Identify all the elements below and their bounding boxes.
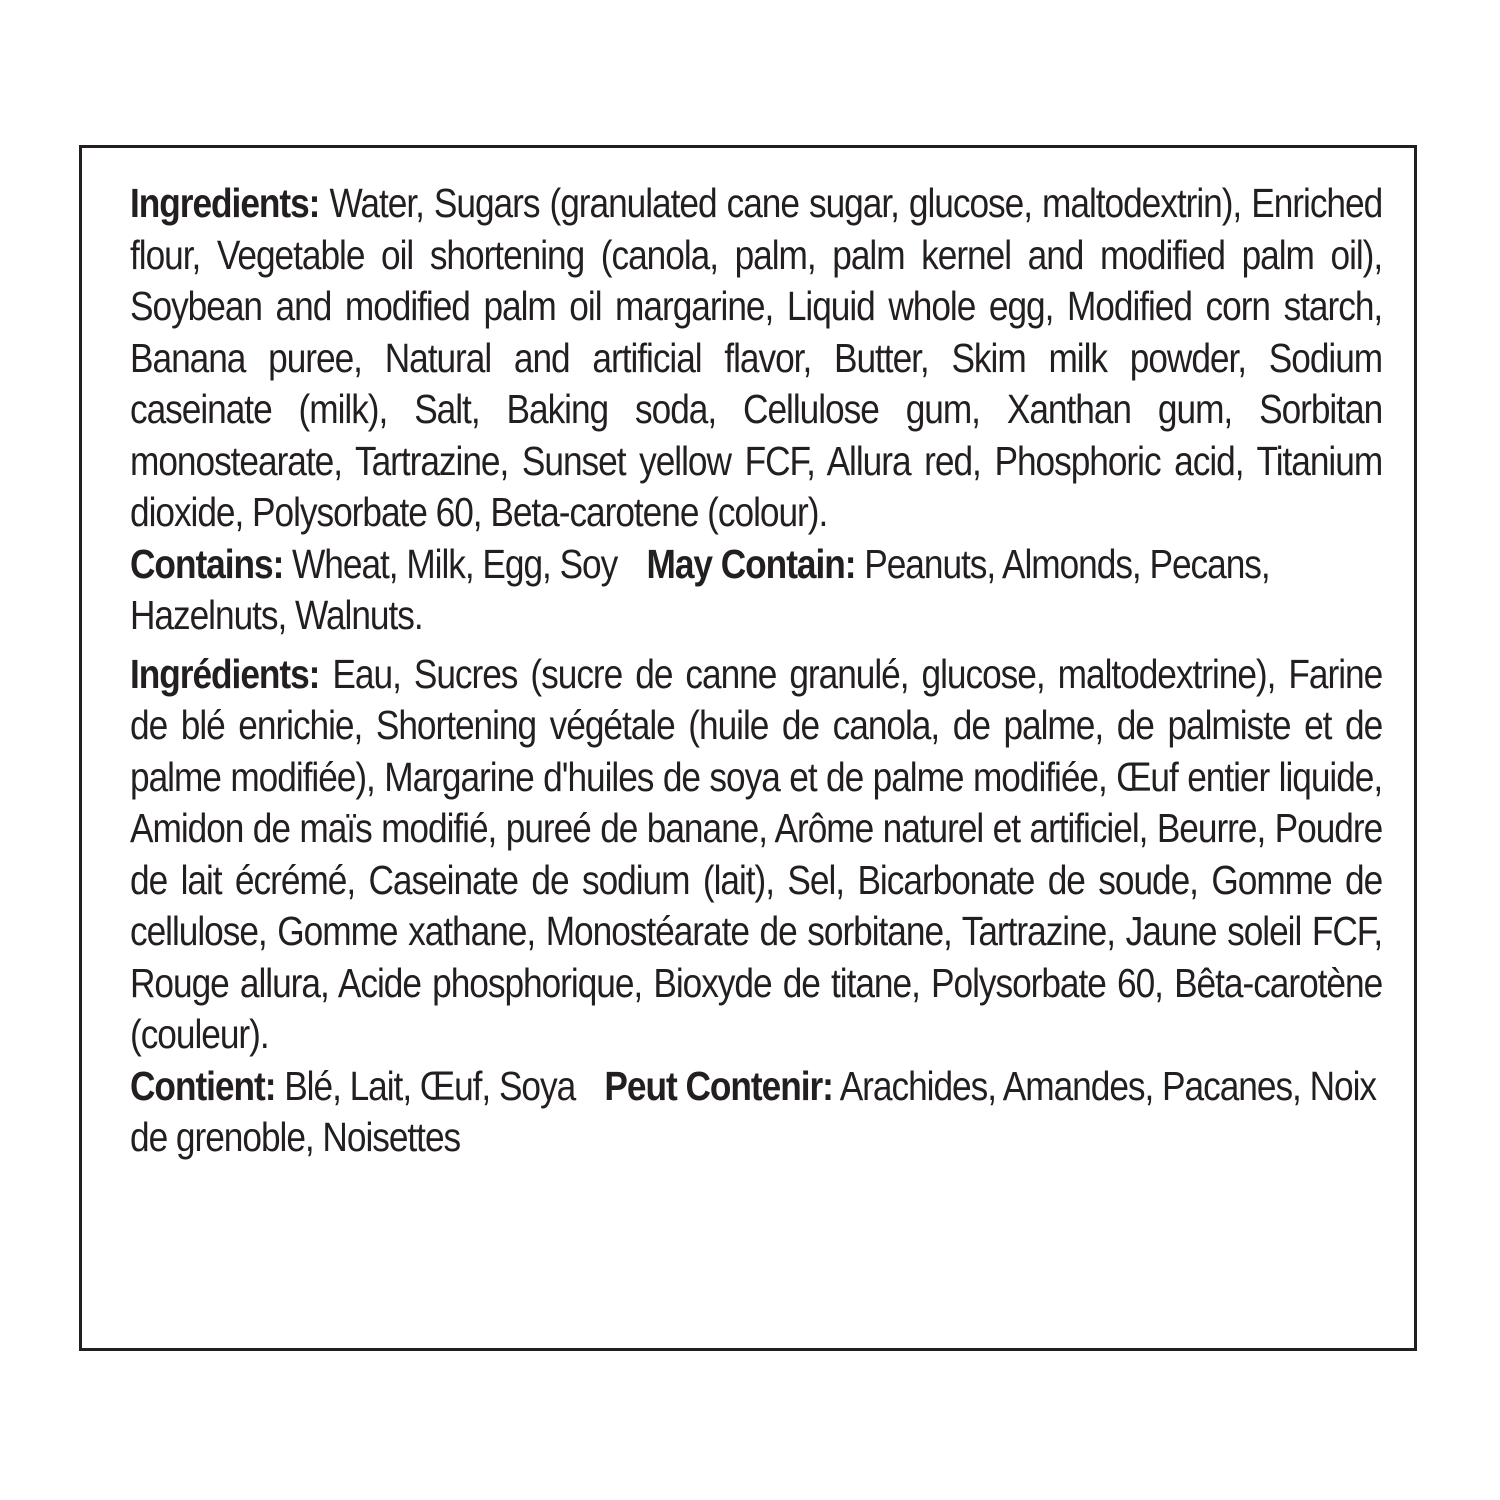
english-ingredients-paragraph xyxy=(130,178,1382,539)
label-content xyxy=(130,178,1382,1164)
french-contains-label: Contient: xyxy=(130,1062,276,1109)
english-allergen-paragraph xyxy=(130,539,1382,642)
french-allergen-paragraph xyxy=(130,1061,1382,1164)
english-ingredients-text: Water, Sugars (granulated cane sugar, glucose, maltodextrin), Enriched flour, Vegetable oil shortening (canola, palm, palm kernel and modified palm oil), Soybean and modified palm oil margarine, Liquid whole egg, Modified corn starch, Banana puree, Natural and artificial flavor, Butter, Skim milk powder, Sodium caseinate (milk), Salt, Baking soda, Cellulose gum, Xanthan gum, Sorbitan monostearate, Tartrazine, Sunset yellow FCF, Allura red, Phosphoric acid, Titanium dioxide, Polysorbate 60, Beta-carotene (colour). xyxy=(130,180,1383,535)
french-contains-text: Blé, Lait, Œuf, Soya xyxy=(275,1062,576,1109)
ingredients-label-box xyxy=(79,145,1417,1351)
french-may-contain-label: Peut Contenir: xyxy=(604,1062,833,1109)
french-ingredients-label: Ingrédients: xyxy=(130,650,320,697)
french-section xyxy=(130,649,1382,1164)
english-contains-label: Contains: xyxy=(130,540,284,587)
english-may-contain-text: Peanuts, Almonds, Pecans, Hazelnuts, Walnuts. xyxy=(130,540,1270,638)
english-ingredients-label: Ingredients: xyxy=(130,180,320,226)
french-may-contain-text: Arachides, Amandes, Pacanes, Noix de grenoble, Noisettes xyxy=(130,1062,1376,1160)
english-may-contain-label: May Contain: xyxy=(646,540,856,587)
english-section xyxy=(130,178,1382,642)
french-ingredients-text: Eau, Sucres (sucre de canne granulé, glucose, maltodextrine), Farine de blé enrichie, Shortening végétale (huile de canola, de palme, de palmiste et de palme modifiée), Margarine d'huiles de soya et de palme modifiée, Œuf entier liquide, Amidon de maïs modifié, pureé de banane, Arôme naturel et artificiel, Beurre, Poudre de lait écrémé, Caseinate de sodium (lait), Sel, Bicarbonate de soude, Gomme de cellulose, Gomme xathane, Monostéarate de sorbitane, Tartrazine, Jaune soleil FCF, Rouge allura, Acide phosphorique, Bioxyde de titane, Polysorbate 60, Bêta-carotène (couleur). xyxy=(130,650,1383,1057)
english-contains-text: Wheat, Milk, Egg, Soy xyxy=(283,540,618,587)
french-ingredients-paragraph xyxy=(130,649,1382,1061)
